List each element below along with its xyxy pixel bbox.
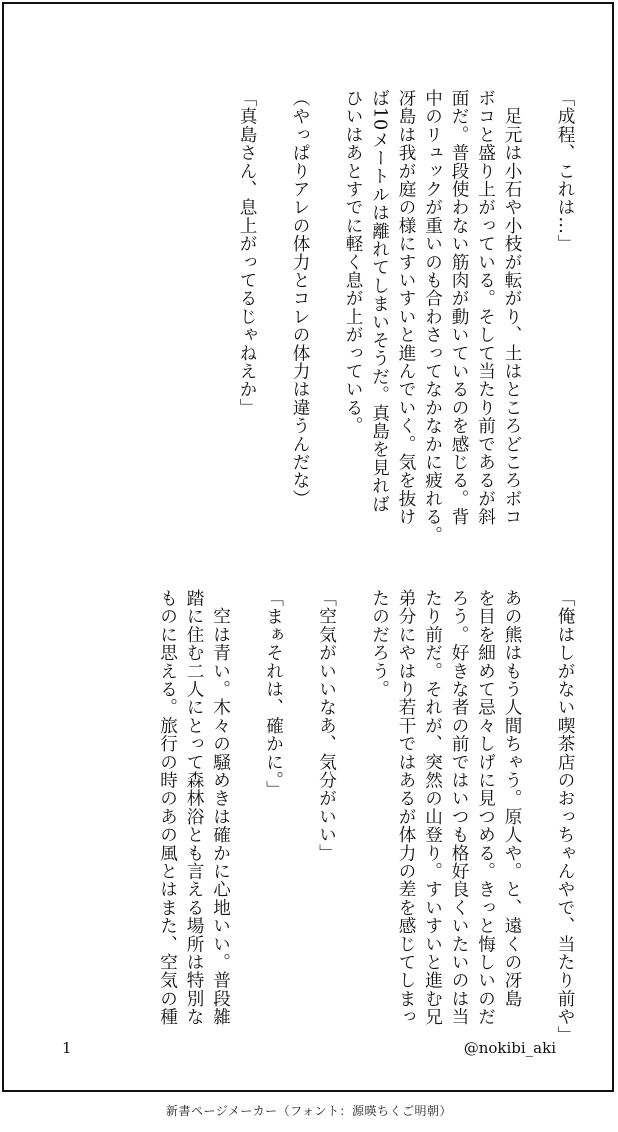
text-line: （やっぱりアレの体力とコレの体力は違うんだな） <box>290 89 310 508</box>
text-line: 「真島さん、息上がってるじゃねえか」 <box>237 89 257 417</box>
page-number: 1 <box>62 1039 72 1057</box>
text-line: 「成程、これは…」 <box>555 89 575 253</box>
text-line: 「空気がいいなあ、気分がいい」 <box>316 589 337 862</box>
text-line: 「俺はしがない喫茶店のおっちゃんやで、当たり前や」 <box>555 589 575 1044</box>
text-line <box>525 89 552 539</box>
text-line: を目を細めて忌々しげに見つめる。きっと悔しいのだ <box>475 589 496 1026</box>
text-line <box>313 89 340 539</box>
text-line: ひいはあとすでに軽く息が上がっている。 <box>343 89 363 435</box>
text-line: ろう。好きな者の前ではいつも格好良くいたいのは当 <box>449 589 469 1026</box>
text-line <box>525 589 552 1039</box>
text-line <box>260 89 287 539</box>
generator-caption: 新書ページメーカー（フォント：源暎ちくご明朝） <box>165 1104 453 1118</box>
text-line: たのだろう。 <box>369 589 390 699</box>
text-line: 冴島は我が庭の様にすいすいと進んでいく。気を抜け <box>396 89 416 526</box>
text-line: ば10メートルは離れてしまいそうだ。真島を見れば <box>369 89 390 513</box>
text-line: 「まぁそれは、確かに。」 <box>263 589 284 799</box>
text-line: 踏に住む二人にとって森林浴とも言える場所は特別な <box>184 589 204 1026</box>
book-page <box>2 2 614 1092</box>
text-line: 弟分にやはり若干ではあるが体力の差を感じてしまっ <box>396 589 416 1026</box>
text-line: ボコと盛り上がっている。そして当たり前であるが斜 <box>475 89 496 526</box>
text-line: あの熊はもう人間ちゃう。原人や。と、遠くの冴島 <box>502 589 522 1008</box>
text-line: 面だ。普段使わない筋肉が動いているのを感じる。背 <box>449 89 469 526</box>
upper-text-block <box>234 89 579 544</box>
text-line <box>340 589 367 1039</box>
text-line: 足元は小石や小枝が転がり、土はところどころボコ <box>502 89 522 526</box>
text-line <box>234 589 261 1039</box>
author-handle: @nokibi_aki <box>463 1039 556 1057</box>
text-line <box>287 589 314 1039</box>
text-line: 中のリュックが重いのも合わさってなかなかに疲れる。 <box>422 89 443 544</box>
text-line: 空は青い。木々の騒めきは確かに心地いい。普段雑 <box>210 589 231 1026</box>
text-line: ものに思える。旅行の時のあの風とはまた、空気の種 <box>157 589 178 1026</box>
lower-text-block <box>154 589 578 1044</box>
text-line: たり前だ。それが、突然の山登り。すいすいと進む兄 <box>422 589 443 1026</box>
